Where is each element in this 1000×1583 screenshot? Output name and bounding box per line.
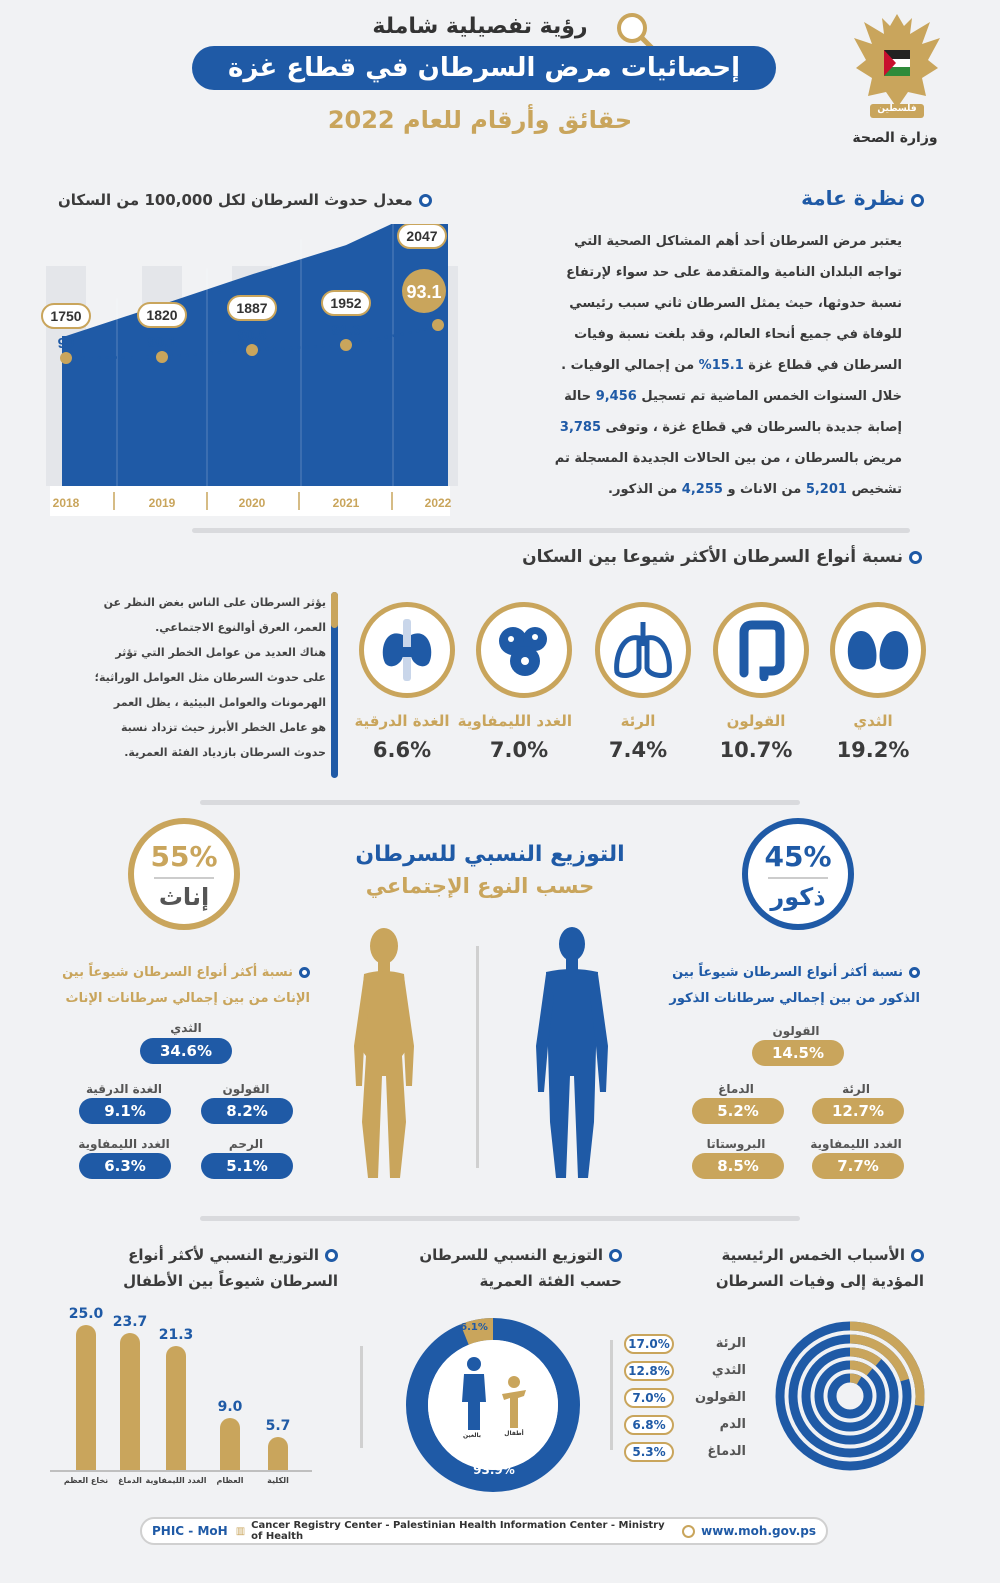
cause-pct: 6.8% — [624, 1415, 674, 1435]
header — [0, 0, 1000, 160]
overview-line: للوفاة في جميع أنحاء العالم، وقد بلغت نسبة وفيات — [574, 327, 902, 342]
female-type-pct: 5.1% — [201, 1153, 293, 1179]
common-types-title: نسبة أنواع السرطان الأكثر شيوعا بين السكان — [522, 547, 922, 567]
cause-label: الدم — [719, 1417, 746, 1432]
children-bar-value: 9.0 — [217, 1398, 243, 1415]
male-label: ذكور — [770, 883, 826, 911]
incidence-title: معدل حدوث السرطان لكل 100,000 من السكان — [58, 191, 432, 209]
children-bar-label: نخاع العظم — [63, 1476, 109, 1485]
cause-label: الثدي — [711, 1363, 746, 1378]
footer-text: Cancer Registry Center - Palestinian Health Information Center - Ministry of Health — [251, 1520, 665, 1542]
building-icon: ▥ — [235, 1525, 246, 1537]
rate-point — [60, 352, 72, 364]
overview-line: خلال السنوات الخمس الماضية تم تسجيل 9,456 حالة — [564, 389, 902, 404]
adults-label: بالغين — [463, 1432, 481, 1439]
bullet-icon — [911, 194, 924, 207]
breast-icon — [830, 602, 926, 698]
male-circle — [742, 818, 854, 930]
children-bar — [220, 1418, 240, 1470]
cancer-type-colon: القولون 10.7% — [703, 602, 809, 762]
overview-line: مريض بالسرطان ، من بين الحالات الجديدة المسجلة تم — [554, 451, 902, 466]
male-body-icon — [532, 926, 612, 1184]
male-type-label: القولون — [772, 1024, 820, 1038]
divider — [192, 528, 910, 533]
causes-title: الأسباب الخمس الرئيسية المؤدية إلى وفيات السرطان — [715, 1246, 924, 1290]
age-adults-pct: 93.9% — [473, 1463, 515, 1477]
female-label: إناث — [158, 883, 210, 911]
chart-x-tick: 2022 — [424, 496, 452, 510]
incidence-chart — [40, 224, 460, 520]
age-children-pct: 6.1% — [460, 1322, 488, 1333]
female-pct: 55% — [150, 840, 218, 873]
rate-point — [340, 339, 352, 351]
vertical-accent-gold — [331, 592, 338, 628]
chart-x-tick: 2020 — [238, 496, 266, 510]
cases-label: 2047 — [406, 228, 438, 244]
cancer-type-lymph: الغدد الليمفاوية 7.0% — [466, 602, 572, 762]
colon-icon — [713, 602, 809, 698]
lymph-cells-icon — [476, 602, 572, 698]
overview-line: نسبة حدوثها، حيث يمثل السرطان ثاني سبب رئيسي — [569, 296, 902, 311]
globe-icon — [682, 1525, 695, 1538]
children-bar-label: الغدد الليمفاوية — [145, 1476, 207, 1485]
children-axis — [50, 1470, 312, 1472]
vdivider — [360, 1346, 363, 1448]
cause-pct: 5.3% — [624, 1442, 674, 1462]
children-bar — [268, 1437, 288, 1470]
footer-url[interactable]: www.moh.gov.ps — [701, 1524, 816, 1538]
female-circle — [128, 818, 240, 930]
male-type-pct: 14.5% — [752, 1040, 844, 1066]
thyroid-icon — [359, 602, 455, 698]
page-title: إحصائيات مرض السرطان في قطاع غزة — [227, 53, 741, 83]
overview-title: نظرة عامة — [801, 186, 924, 210]
bullet-icon — [325, 1249, 338, 1262]
male-heading: نسبة أكثر أنواع السرطان شيوعاً بين الذكور من بين إجمالي سرطانات الذكور — [669, 965, 920, 1006]
children-bar — [166, 1346, 186, 1470]
male-type-pct: 7.7% — [812, 1153, 904, 1179]
female-type-label: الثدي — [170, 1021, 202, 1035]
gender-subtitle: حسب النوع الإجتماعي — [365, 874, 595, 898]
divider — [200, 800, 800, 805]
bullet-icon — [299, 967, 310, 978]
female-heading: نسبة أكثر أنواع السرطان شيوعاً بين الإناث من بين إجمالي سرطانات الإناث — [62, 965, 310, 1006]
cause-ring — [832, 1378, 868, 1414]
overview-text — [498, 226, 902, 505]
family-icon — [452, 1356, 538, 1436]
cases-label: 1820 — [146, 307, 178, 323]
title-banner — [192, 46, 776, 90]
footer — [140, 1517, 828, 1545]
female-type-pct: 8.2% — [201, 1098, 293, 1124]
children-bar-value: 21.3 — [158, 1327, 194, 1344]
male-type-label: الدماغ — [718, 1082, 754, 1096]
female-type-label: القولون — [222, 1082, 270, 1096]
children-bar-value: 23.7 — [112, 1313, 148, 1330]
bullet-icon — [911, 1249, 924, 1262]
female-type-pct: 34.6% — [140, 1038, 232, 1064]
page-subtitle: حقائق وأرقام للعام 2022 — [327, 106, 633, 134]
cause-pct: 17.0% — [624, 1334, 674, 1354]
cancer-type-breast: الثدي 19.2% — [820, 602, 926, 762]
cause-label: الرئة — [715, 1336, 746, 1351]
divider — [200, 1216, 800, 1221]
cause-pct: 7.0% — [624, 1388, 674, 1408]
cause-label: القولون — [695, 1390, 746, 1405]
gender-title: التوزيع النسبي للسرطان — [355, 842, 625, 867]
female-body-icon — [346, 926, 422, 1184]
children-bar-label: العظام — [216, 1476, 244, 1485]
bullet-icon — [419, 194, 432, 207]
children-bar-value: 5.7 — [265, 1417, 291, 1434]
female-type-pct: 9.1% — [79, 1098, 171, 1124]
male-type-pct: 5.2% — [692, 1098, 784, 1124]
male-type-label: البروستاتا — [706, 1137, 766, 1151]
age-title: التوزيع النسبي للسرطان حسب الفئة العمرية — [419, 1246, 622, 1290]
female-type-label: الغدد الليمفاوية — [78, 1137, 170, 1151]
male-pct: 45% — [764, 840, 832, 873]
cause-pct: 12.8% — [624, 1361, 674, 1381]
cause-label: الدماغ — [707, 1444, 746, 1459]
bullet-icon — [609, 1249, 622, 1262]
footer-org: PHIC - MoH — [152, 1524, 228, 1538]
bullet-icon — [909, 551, 922, 564]
causes-rings — [772, 1318, 928, 1474]
rate-label: 90.8 — [237, 327, 267, 344]
chart-x-tick: 2019 — [148, 496, 176, 510]
children-chart — [50, 1306, 310, 1500]
rate-point — [246, 344, 258, 356]
children-bar-label: الكلية — [267, 1476, 289, 1485]
rate-label: 90 — [57, 335, 75, 352]
cases-label: 1887 — [236, 300, 268, 316]
emblem-text: فلسطين — [877, 104, 917, 114]
male-type-pct: 12.7% — [812, 1098, 904, 1124]
overview-line: يعتبر مرض السرطان أحد أهم المشاكل الصحية التي — [574, 234, 902, 249]
overview-line: تواجه البلدان النامية والمتقدمة على حد سواء لإرتفاع — [566, 265, 902, 280]
ministry-name: وزارة الصحة — [852, 130, 938, 146]
children-title: التوزيع النسبي لأكثر أنواع السرطان شيوعاً بين الأطفال — [123, 1246, 338, 1290]
rate-label: 90.1 — [147, 334, 177, 351]
cancer-type-thyroid: الغدة الدرقية 6.6% — [349, 602, 455, 762]
female-type-label: الرحم — [228, 1137, 264, 1151]
male-type-pct: 8.5% — [692, 1153, 784, 1179]
cases-label: 1750 — [50, 308, 82, 324]
rate-label: 93.1 — [406, 282, 442, 302]
children-bar — [120, 1333, 140, 1470]
risk-note: يؤثر السرطان على الناس بغض النظر عن العمر، العرق أوالنوع الاجتماعي. هناك العديد من عوامل الخطر التي تؤثر على حدوث السرطان مثل العوامل الوراثية؛ الهرمونات والعوامل البيئية ، يظل العمر هو عامل الخطر الأبرز حيث تزداد نسبة حدوث السرطان بازدياد الفئة العمرية. — [94, 596, 326, 759]
children-bar-label: الدماغ — [118, 1476, 142, 1485]
bullet-icon — [909, 967, 920, 978]
body-divider — [476, 946, 479, 1168]
children-bar-value: 25.0 — [68, 1306, 104, 1322]
cases-label: 1952 — [330, 295, 362, 311]
chart-x-tick: 2021 — [332, 496, 360, 510]
male-type-label: الرئة — [842, 1082, 870, 1096]
kicker: رؤية تفصيلية شاملة — [372, 14, 588, 39]
overview-line: السرطان في قطاع غزة 15.1% من إجمالي الوفيات . — [561, 358, 902, 373]
lung-icon — [595, 602, 691, 698]
rate-label: 91.3 — [331, 322, 361, 339]
overview-line: تشخيص 5,201 من الاناث و 4,255 من الذكور. — [608, 482, 902, 497]
rate-point — [156, 351, 168, 363]
chart-x-tick: 2018 — [52, 496, 80, 510]
female-type-label: الغدة الدرقية — [85, 1082, 163, 1096]
female-type-pct: 6.3% — [79, 1153, 171, 1179]
male-type-label: الغدد الليمفاوية — [810, 1137, 902, 1151]
cancer-type-lung: الرئة 7.4% — [585, 602, 691, 762]
rate-point — [432, 319, 444, 331]
vdivider — [610, 1340, 613, 1450]
children-bar — [76, 1325, 96, 1470]
children-label: أطفال — [504, 1430, 524, 1437]
overview-line: إصابة جديدة بالسرطان في قطاع غزة ، وتوفى 3,785 — [559, 420, 902, 435]
